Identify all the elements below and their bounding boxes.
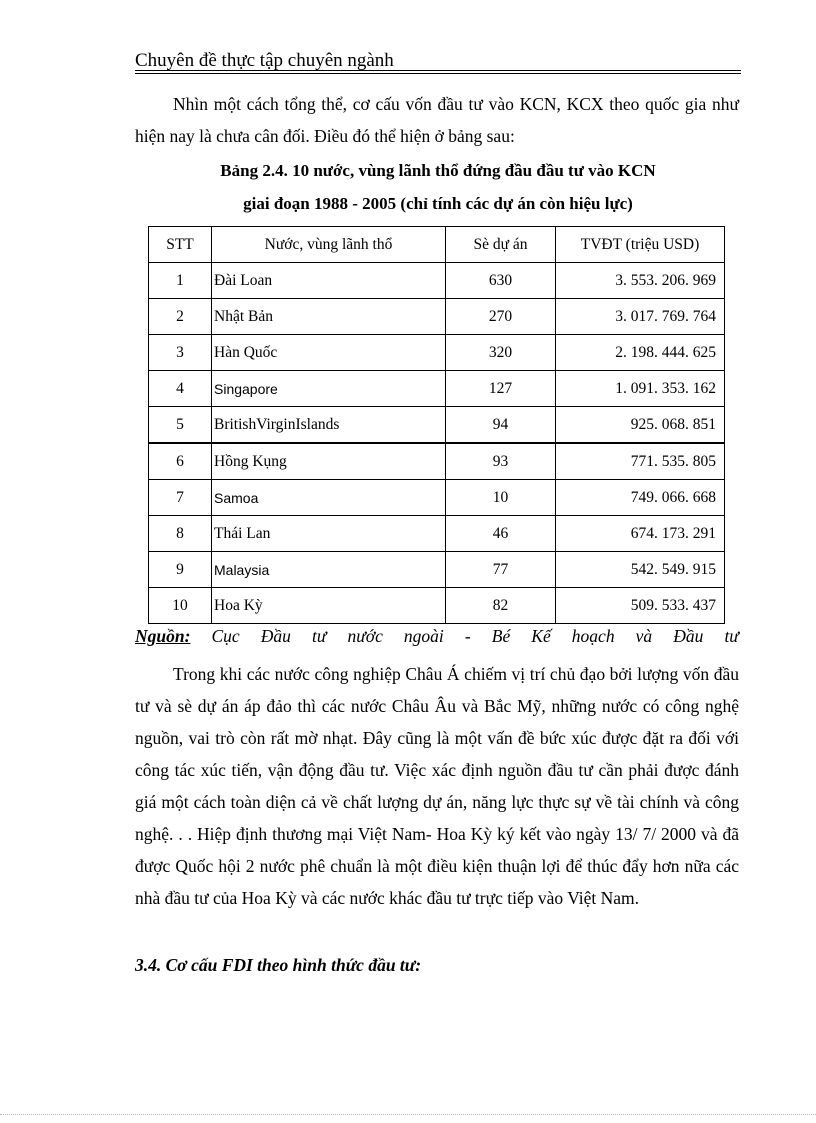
cell-investment: 3. 553. 206. 969 <box>556 263 725 299</box>
cell-investment: 2. 198. 444. 625 <box>556 335 725 371</box>
cell-project-count: 82 <box>446 588 556 624</box>
table-row <box>149 407 725 444</box>
source-word: hoạch <box>571 626 615 646</box>
table-row <box>149 443 725 480</box>
cell-stt: 8 <box>149 516 212 552</box>
table-row <box>149 552 725 588</box>
cell-project-count: 77 <box>446 552 556 588</box>
cell-country: Singapore <box>212 371 446 407</box>
cell-investment: 674. 173. 291 <box>556 516 725 552</box>
source-word: và <box>635 626 653 646</box>
header-stt: STT <box>149 227 212 263</box>
cell-investment: 771. 535. 805 <box>556 443 725 480</box>
cell-project-count: 630 <box>446 263 556 299</box>
source-word: Đầu <box>260 626 291 646</box>
cell-stt: 10 <box>149 588 212 624</box>
cell-stt: 7 <box>149 480 212 516</box>
cell-stt: 3 <box>149 335 212 371</box>
cell-project-count: 127 <box>446 371 556 407</box>
table-caption-line1: Bảng 2.4. 10 nước, vùng lãnh thổ đứng đầu đầu tư vào KCN <box>220 161 656 180</box>
cell-stt: 5 <box>149 407 212 444</box>
source-word: tư <box>311 626 327 646</box>
cell-stt: 6 <box>149 443 212 480</box>
cell-country: Thái Lan <box>212 516 446 552</box>
source-word: Kế <box>531 626 551 646</box>
cell-country: BritishVirginIslands <box>212 407 446 444</box>
cell-project-count: 320 <box>446 335 556 371</box>
source-word: - <box>464 626 471 646</box>
table-row <box>149 299 725 335</box>
cell-investment: 925. 068. 851 <box>556 407 725 444</box>
source-word: ngoài <box>403 626 444 646</box>
cell-investment: 1. 091. 353. 162 <box>556 371 725 407</box>
source-word: Đầu <box>673 626 704 646</box>
table-row <box>149 263 725 299</box>
cell-investment: 749. 066. 668 <box>556 480 725 516</box>
source-word: Bé <box>491 626 511 646</box>
cell-country: Đài Loan <box>212 263 446 299</box>
source-word: tư <box>724 626 739 646</box>
page-header-title: Chuyên đề thực tập chuyên ngành <box>135 50 394 71</box>
cell-project-count: 93 <box>446 443 556 480</box>
table-row <box>149 335 725 371</box>
fdi-table <box>148 226 725 624</box>
cell-project-count: 10 <box>446 480 556 516</box>
intro-paragraph: Nhìn một cách tổng thể, cơ cấu vốn đầu tư vào KCN, KCX theo quốc gia như hiện nay là chưa cân đối. Điều đó thể hiện ở bảng sau: <box>135 94 739 146</box>
cell-stt: 9 <box>149 552 212 588</box>
cell-country: Malaysia <box>212 552 446 588</box>
table-source-note <box>135 626 739 647</box>
table-header-row <box>149 227 725 263</box>
source-word: Cục <box>211 626 240 646</box>
cell-country: Samoa <box>212 480 446 516</box>
cell-investment: 542. 549. 915 <box>556 552 725 588</box>
cell-stt: 4 <box>149 371 212 407</box>
body-paragraph: Trong khi các nước công nghiệp Châu Á chiếm vị trí chủ đạo bởi lượng vốn đầu tư và sè dự án áp đảo thì các nước Châu Âu và Bắc Mỹ, những nước có công nghệ nguồn, vai trò còn rất mờ nhạt. Đây cũng là một vấn đề bức xúc được đặt ra đối với công tác xúc tiến, vận động đầu tư. Việc xác định nguồn đầu tư cần phải được đánh giá một cách toàn diện cả về chất lượng dự án, năng lực thực sự về tài chính và công nghệ. . . Hiệp định thương mại Việt Nam- Hoa Kỳ ký kết vào ngày 13/ 7/ 2000 và đã được Quốc hội 2 nước phê chuẩn là một điều kiện thuận lợi để thúc đẩy hơn nữa các nhà đầu tư của Hoa Kỳ và các nước khác đầu tư trực tiếp vào Việt Nam. <box>135 664 739 908</box>
cell-country: Nhật Bản <box>212 299 446 335</box>
table-row <box>149 480 725 516</box>
cell-investment: 509. 533. 437 <box>556 588 725 624</box>
header-country: Nước, vùng lãnh thổ <box>212 227 446 263</box>
table-row <box>149 516 725 552</box>
section-heading: 3.4. Cơ cấu FDI theo hình thức đầu tư: <box>135 955 422 975</box>
header-investment: TVĐT (triệu USD) <box>556 227 725 263</box>
header-project-count: Sè dự án <box>446 227 556 263</box>
page-bottom-border <box>0 1114 816 1115</box>
table-caption-line2: giai đoạn 1988 - 2005 (chỉ tính các dự án còn hiệu lực) <box>243 194 633 213</box>
header-rule <box>135 73 741 74</box>
cell-country: Hoa Kỳ <box>212 588 446 624</box>
cell-investment: 3. 017. 769. 764 <box>556 299 725 335</box>
cell-project-count: 270 <box>446 299 556 335</box>
cell-project-count: 46 <box>446 516 556 552</box>
cell-project-count: 94 <box>446 407 556 444</box>
header-rule <box>135 70 741 71</box>
table-row <box>149 588 725 624</box>
cell-stt: 2 <box>149 299 212 335</box>
cell-country: Hàn Quốc <box>212 335 446 371</box>
cell-country: Hồng Kụng <box>212 443 446 480</box>
table-row <box>149 371 725 407</box>
source-word: nước <box>347 626 383 646</box>
cell-stt: 1 <box>149 263 212 299</box>
source-label: Nguồn: <box>135 626 191 646</box>
